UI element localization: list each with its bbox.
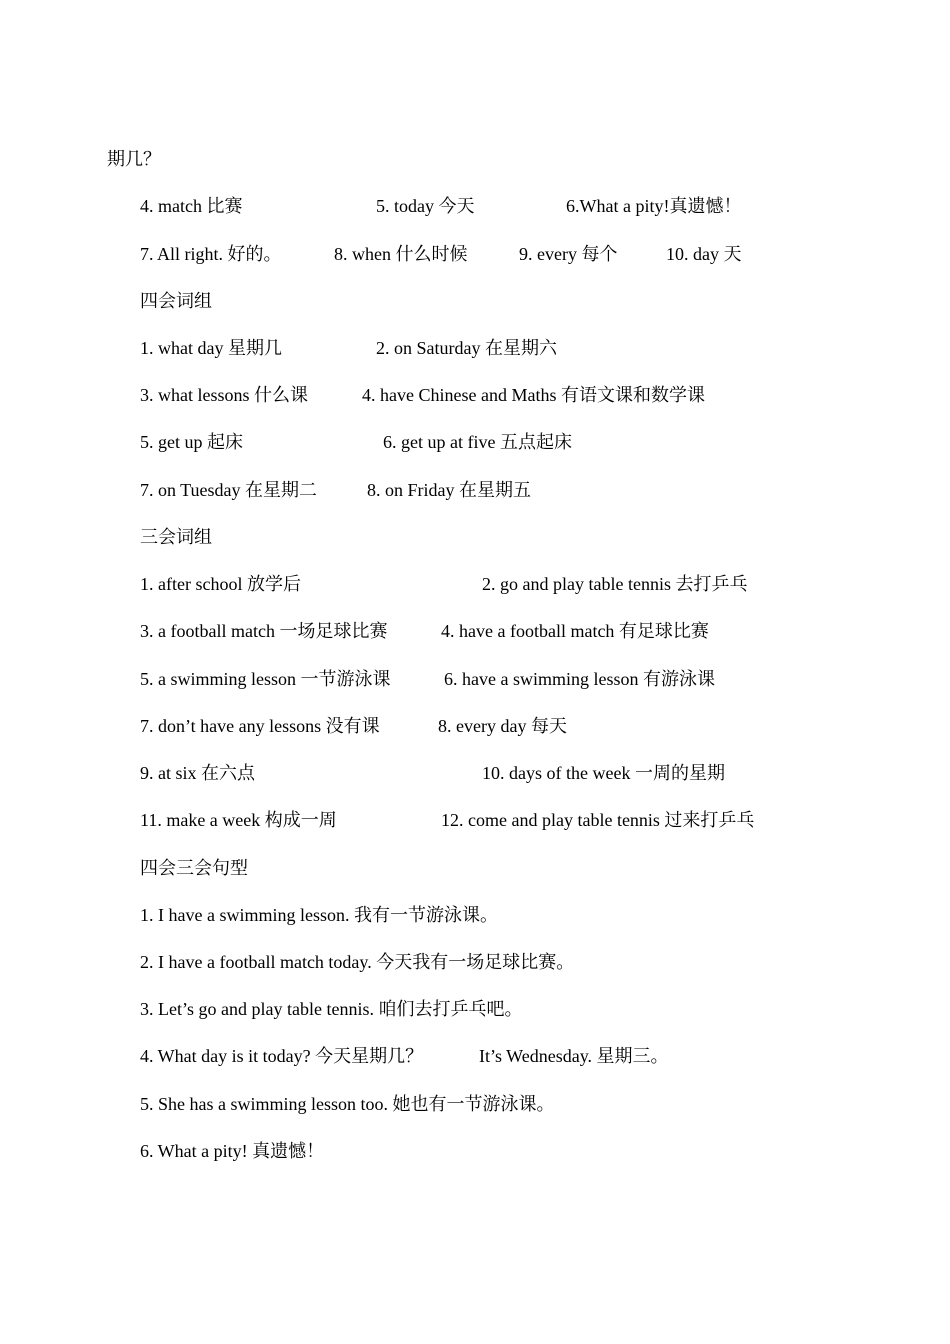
phrase-item: 8. every day 每天 (438, 716, 567, 736)
phrase-item: 2. on Saturday 在星期六 (376, 338, 557, 358)
vocab-item: 8. when 什么时候 (334, 244, 468, 264)
phrase-item: 1. what day 星期几 (140, 338, 282, 358)
phrase-item: 6. get up at five 五点起床 (383, 432, 572, 452)
phrase-item: 12. come and play table tennis 过来打乒乓 (441, 810, 755, 830)
phrase-item: 4. have Chinese and Maths 有语文课和数学课 (362, 385, 705, 405)
sentence-item: 4. What day is it today? 今天星期几？ (140, 1046, 424, 1066)
vocab-item: 4. match 比赛 (140, 196, 243, 216)
phrase-item: 4. have a football match 有足球比赛 (441, 621, 709, 641)
vocab-item: 7. All right. 好的。 (140, 244, 282, 264)
section-heading: 四会词组 (140, 291, 212, 311)
phrase-item: 9. at six 在六点 (140, 763, 255, 783)
phrase-item: 7. on Tuesday 在星期二 (140, 480, 318, 500)
vocab-item: 6.What a pity!真遗憾！ (566, 196, 742, 216)
phrase-item: 2. go and play table tennis 去打乒乓 (482, 574, 748, 594)
phrase-item: 10. days of the week 一周的星期 (482, 763, 725, 783)
phrase-item: 6. have a swimming lesson 有游泳课 (444, 669, 715, 689)
phrase-item: 1. after school 放学后 (140, 574, 301, 594)
sentence-answer: It’s Wednesday. 星期三。 (479, 1046, 669, 1066)
phrase-item: 5. get up 起床 (140, 432, 243, 452)
vocab-item: 5. today 今天 (376, 196, 475, 216)
phrase-item: 5. a swimming lesson 一节游泳课 (140, 669, 391, 689)
sentence-item: 6. What a pity! 真遗憾！ (140, 1141, 325, 1161)
phrase-item: 8. on Friday 在星期五 (367, 480, 531, 500)
phrase-item: 3. a football match 一场足球比赛 (140, 621, 388, 641)
sentence-item: 2. I have a football match today. 今天我有一场足球比赛。 (140, 952, 575, 972)
continued-text: 期几？ (107, 149, 161, 169)
vocab-item: 9. every 每个 (519, 244, 618, 264)
phrase-item: 3. what lessons 什么课 (140, 385, 308, 405)
sentence-item: 5. She has a swimming lesson too. 她也有一节游泳课。 (140, 1094, 555, 1114)
sentence-item: 1. I have a swimming lesson. 我有一节游泳课。 (140, 905, 498, 925)
sentence-item: 3. Let’s go and play table tennis. 咱们去打乒乓吧。 (140, 999, 523, 1019)
phrase-item: 11. make a week 构成一周 (140, 810, 337, 830)
phrase-item: 7. don’t have any lessons 没有课 (140, 716, 380, 736)
section-heading: 四会三会句型 (140, 858, 248, 878)
section-heading: 三会词组 (140, 527, 212, 547)
vocab-item: 10. day 天 (666, 244, 742, 264)
